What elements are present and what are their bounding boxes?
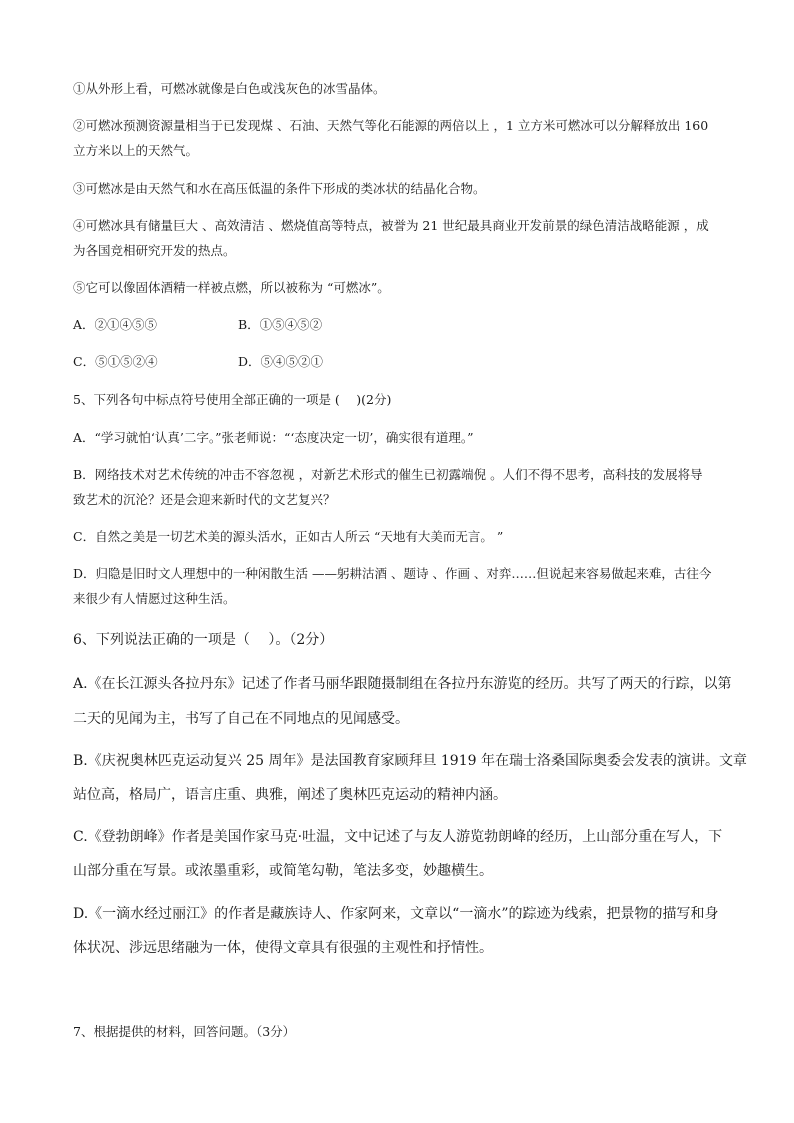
statement-1: ①从外形上看，可燃冰就像是白色或浅灰色的冰雪晶体。 [73,81,386,96]
q6-option-d-line-2: 体状况、涉远思绪融为一体，使得文章具有很强的主观性和抒情性。 [73,940,493,956]
statement-4-line-2: 为各国竞相研究开发的热点。 [73,243,236,258]
statement-4-line-1: ④可燃冰具有储量巨大 、高效清洁 、燃烧值高等特点，被誉为 21 世纪最具商业开发前景的绿色清洁战略能源 ，成 [73,218,709,233]
statement-3: ③可燃冰是由天然气和水在高压低温的条件下形成的类冰状的结晶化合物。 [73,181,486,196]
q5-option-d-line-1: D．归隐是旧时文人理想中的一种闲散生活 ——躬耕沽酒 、题诗 、作画 、对弈……但说起来容易做起来难，古往今 [73,566,712,581]
statement-5: ⑤它可以像固体酒精一样被点燃，所以被称为 “可燃冰”。 [73,280,390,295]
statement-2-line-2: 立方米以上的天然气。 [73,143,199,158]
q7-stem: 7、根据提供的材料，回答问题。（3分） [73,1024,296,1039]
q5-option-c: C．自然之美是一切艺术美的源头活水，正如古人所云 “天地有大美而无言。 ” [73,529,504,544]
q5-option-d-line-2: 来很少有人情愿过这种生活。 [73,591,236,606]
q4-option-b: B．①⑤④⑤② [238,317,323,332]
q6-option-b-line-2: 站位高，格局广，语言庄重、典雅，阐述了奥林匹克运动的精神内涵。 [73,787,507,803]
q4-option-c: C．⑤①⑤②④ [73,354,158,369]
q4-option-a: A．②①④⑤⑤ [73,317,158,332]
q5-option-a: A．“学习就怕‘认真’二字。”张老师说：“‘态度决定一切’，确实很有道理。” [73,430,474,445]
q5-stem: 5、下列各句中标点符号使用全部正确的一项是 ( )(2分) [73,392,392,407]
q6-option-b-line-1: B.《庆祝奥林匹克运动复兴 25 周年》是法国教育家顾拜旦 1919 年在瑞士洛桑国际奥委会发表的演讲。文章 [73,753,747,769]
q6-option-d-line-1: D.《一滴水经过丽江》的作者是藏族诗人、作家阿来，文章以“一滴水”的踪迹为线索，把景物的描写和身 [73,906,719,922]
q5-option-b-line-2: 致艺术的沉沦？还是会迎来新时代的文艺复兴？ [73,492,336,507]
q4-option-d: D．⑤④⑤②① [238,354,324,369]
q6-option-c-line-1: C.《登勃朗峰》作者是美国作家马克·吐温，文中记述了与友人游览勃朗峰的经历，上山部分重在写人，下 [73,829,723,845]
q6-option-a-line-1: A.《在长江源头各拉丹东》记述了作者马丽华跟随摄制组在各拉丹东游览的经历。共写了两天的行踪，以第 [73,676,732,692]
q5-option-b-line-1: B．网络技术对艺术传统的冲击不容忽视 ，对新艺术形式的催生已初露端倪 。人们不得不思考，高科技的发展将导 [73,467,703,482]
q6-option-c-line-2: 山部分重在写景。或浓墨重彩，或简笔勾勒，笔法多变，妙趣横生。 [73,863,493,879]
q6-option-a-line-2: 二天的见闻为主，书写了自己在不同地点的见闻感受。 [73,711,409,727]
statement-2-line-1: ②可燃冰预测资源量相当于已发现煤 、石油、天然气等化石能源的两倍以上 ，1 立方米可燃冰可以分解释放出 160 [73,118,709,133]
q6-stem: 6、下列说法正确的一项是（ ）。（2分） [73,632,334,648]
